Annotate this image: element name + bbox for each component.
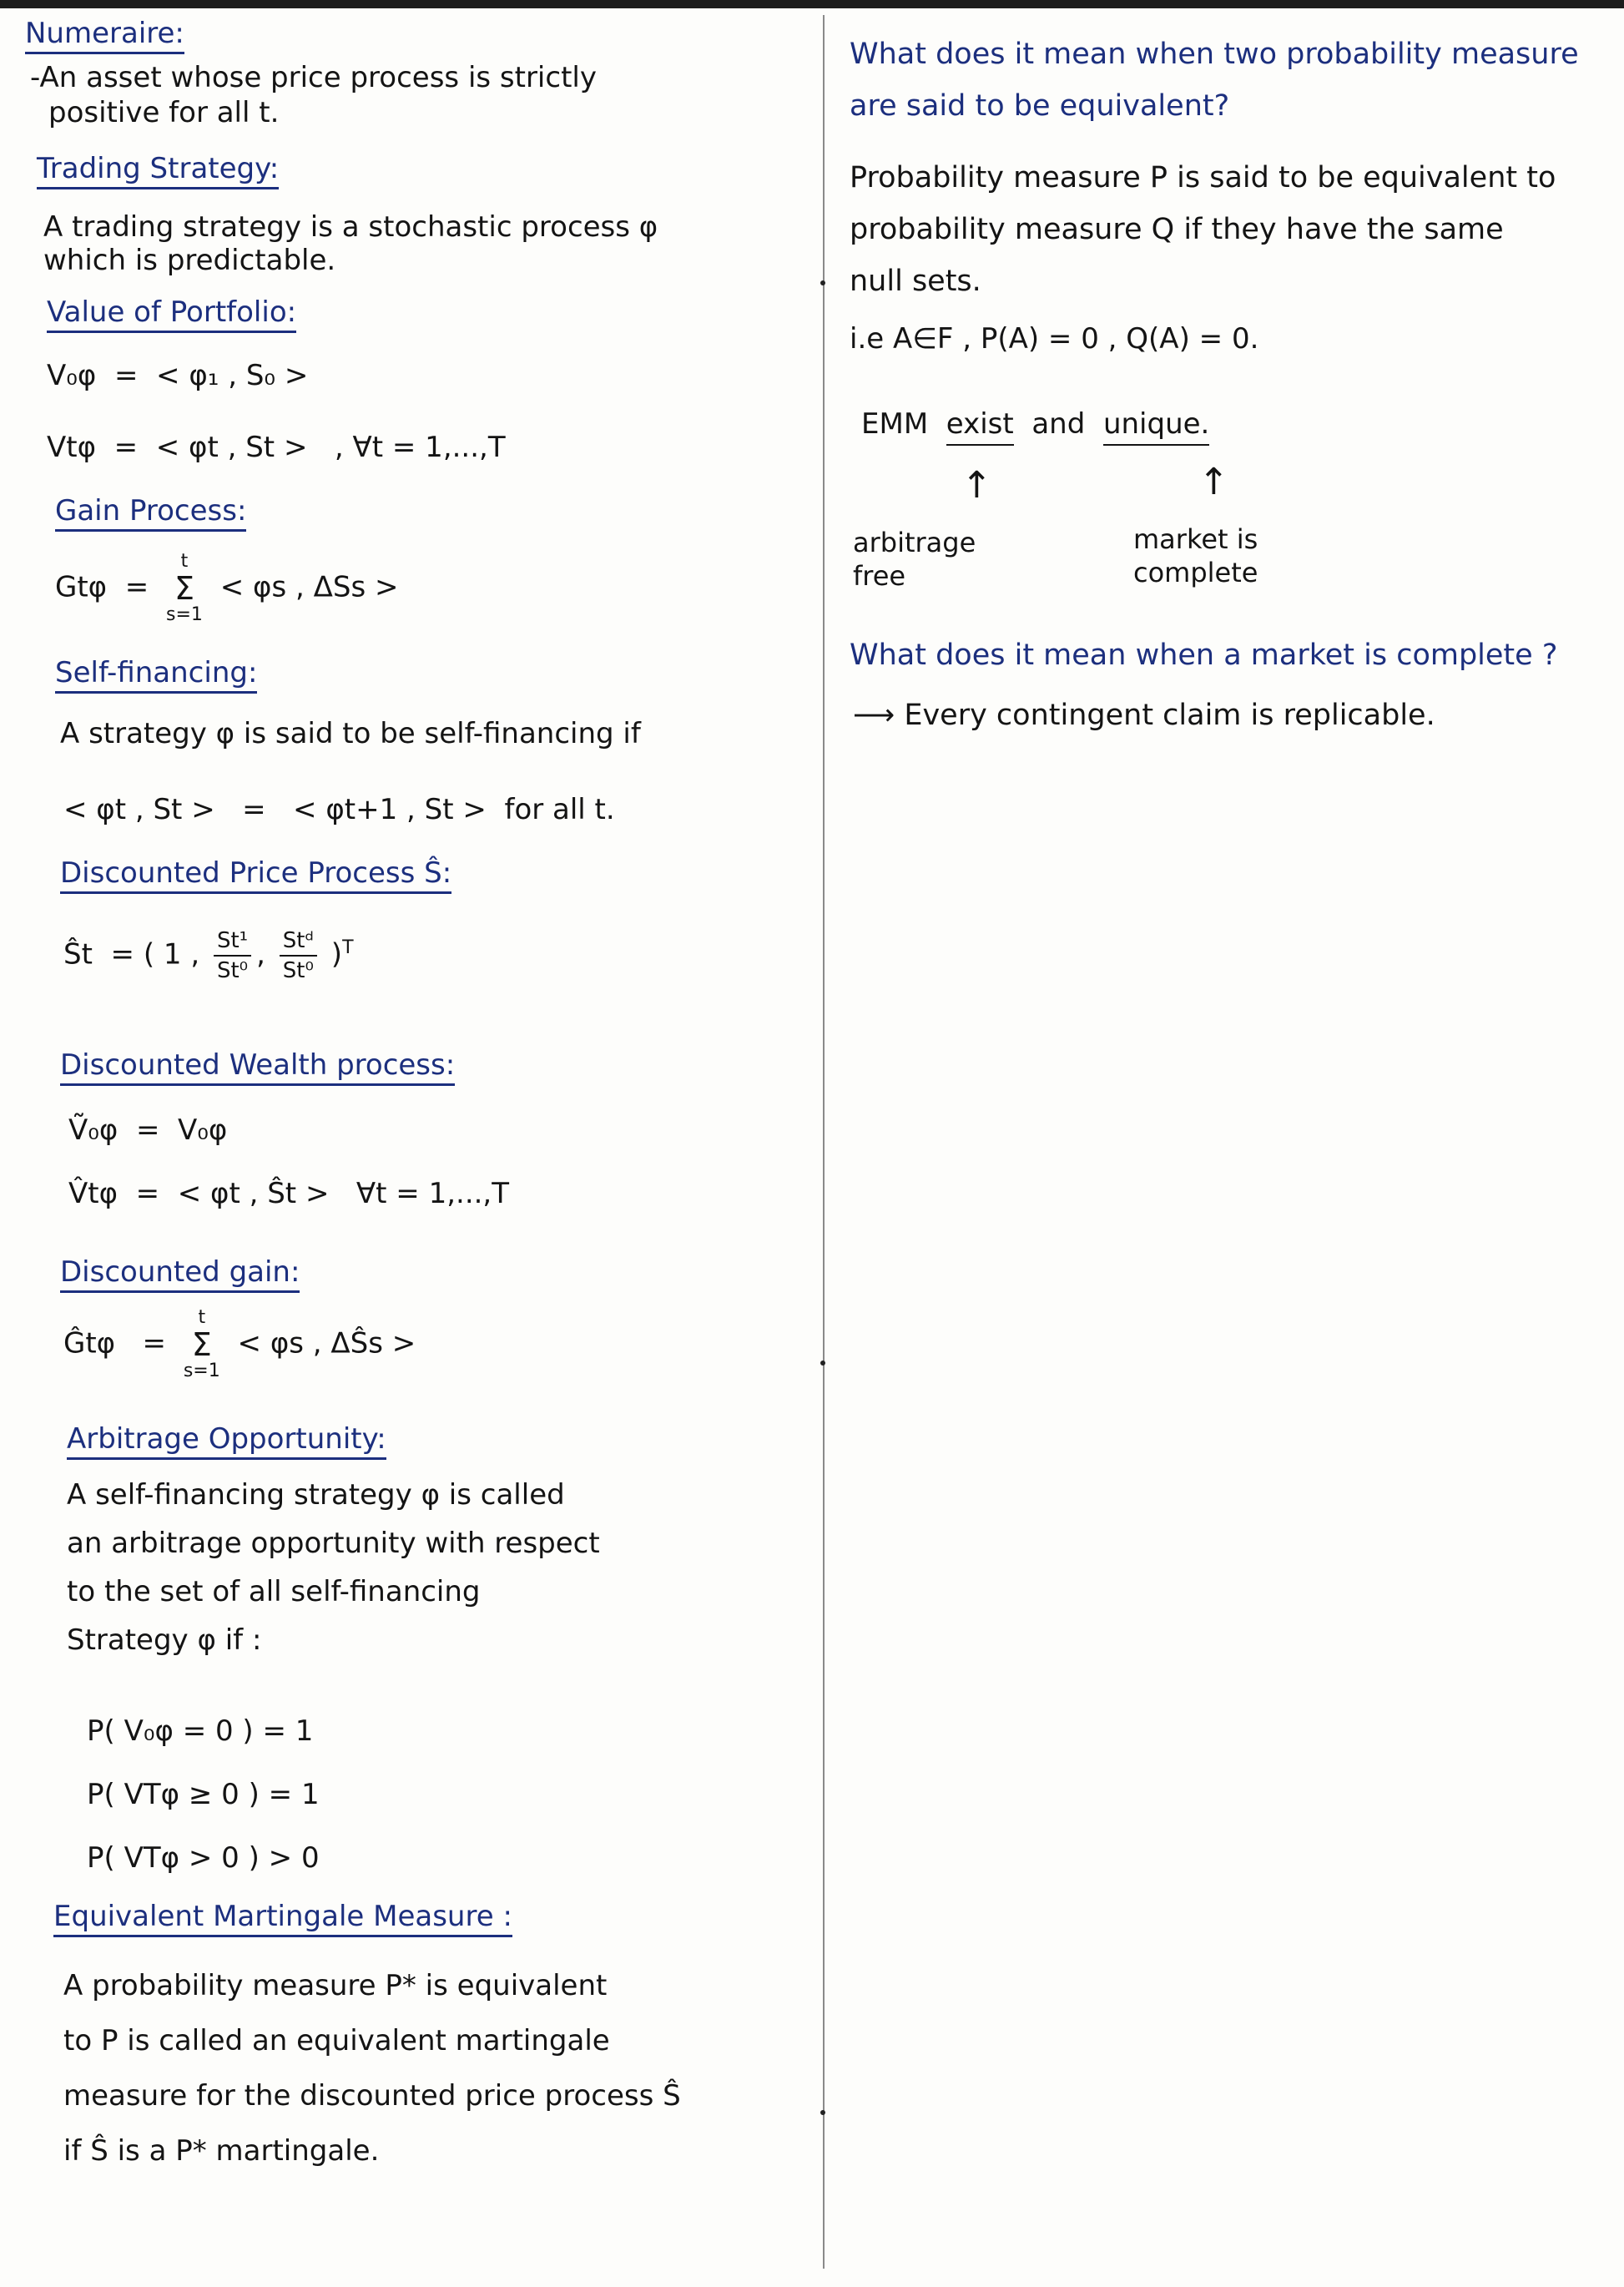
question-equivalent-measures: What does it mean when two probability measure are said to be equivalent?: [850, 38, 1579, 123]
annotation-arbitrage-free: arbitrage free: [853, 527, 976, 592]
discounted-wealth-eq-2: V̂tφ = < φt , Ŝt > ∀t = 1,...,T: [68, 1177, 510, 1210]
arbitrage-text: [67, 1471, 600, 1664]
margin-mark: [820, 2110, 825, 2115]
margin-mark: [820, 1361, 825, 1366]
self-financing-text: A strategy φ is said to be self-financing if: [60, 717, 641, 750]
heading-trading-strategy: Trading Strategy:: [37, 152, 279, 185]
discounted-wealth-eq-1: Ṽ₀φ = V₀φ: [68, 1113, 228, 1147]
arbitrage-line: A self-financing strategy φ is called: [67, 1478, 565, 1512]
discounted-gain-eq: Ĝtφ = t Σ s=1 < φs , ΔŜs >: [63, 1307, 416, 1381]
discounted-price-eq: Ŝt = ( 1 , $\frac{\text{St¹}}{\text{St⁰}}$ , $\frac{\text{Stᵈ}}{\text{St⁰}}$ )$^T$: [63, 928, 354, 983]
numeraire-text: -An asset whose price process is strictly positive for all t.: [30, 61, 597, 129]
heading-gain-process: Gain Process:: [55, 494, 246, 528]
arrow-up-exist: ↑: [961, 464, 992, 507]
emm-text: [63, 1958, 681, 2178]
arbitrage-conditions: [87, 1699, 320, 1890]
emm-line: measure for the discounted price process Ŝ: [63, 2079, 681, 2113]
trading-strategy-text: A trading strategy is a stochastic process φ which is predictable.: [43, 210, 658, 277]
emm-line: to P is called an equivalent martingale: [63, 2024, 610, 2057]
heading-self-financing: Self-financing:: [55, 656, 257, 689]
column-divider: [823, 15, 825, 2269]
question-market-complete: What does it mean when a market is complete ?: [850, 639, 1558, 672]
heading-discounted-wealth: Discounted Wealth process:: [60, 1048, 455, 1082]
ie-condition: i.e A∈F , P(A) = 0 , Q(A) = 0.: [850, 322, 1259, 356]
arbitrage-line: Strategy φ if :: [67, 1623, 262, 1657]
heading-numeraire: Numeraire:: [25, 17, 184, 50]
arbitrage-condition: P( V₀φ = 0 ) = 1: [87, 1714, 314, 1748]
heading-emm: Equivalent Martingale Measure :: [53, 1900, 512, 1933]
heading-arbitrage: Arbitrage Opportunity:: [67, 1422, 386, 1456]
answer-equivalent-measures: Probability measure P is said to be equivalent to probability measure Q if they have the same null sets.: [850, 161, 1556, 298]
answer-market-complete: ⟶ Every contingent claim is replicable.: [853, 699, 1435, 732]
heading-discounted-price: Discounted Price Process Ŝ:: [60, 856, 451, 890]
arbitrage-condition: P( VTφ ≥ 0 ) = 1: [87, 1778, 320, 1811]
page-top-edge: [0, 0, 1624, 8]
portfolio-eq-2: Vtφ = < φt , St > , ∀t = 1,...,T: [47, 431, 506, 464]
emm-line: if Ŝ is a P* martingale.: [63, 2134, 380, 2168]
arbitrage-line: an arbitrage opportunity with respect: [67, 1527, 600, 1560]
self-financing-eq: < φt , St > = < φt+1 , St > for all t.: [63, 793, 615, 826]
portfolio-eq-1: V₀φ = < φ₁ , S₀ >: [47, 359, 309, 392]
margin-mark: [820, 280, 825, 285]
annotation-market-complete: market is complete: [1133, 523, 1258, 588]
emm-line: A probability measure P* is equivalent: [63, 1969, 608, 2002]
emm-exist-unique-line: EMM exist and unique.: [861, 407, 1209, 441]
arrow-up-unique: ↑: [1198, 461, 1229, 503]
right-arrow-icon: ⟶: [853, 699, 895, 732]
arbitrage-line: to the set of all self-financing: [67, 1575, 481, 1608]
heading-value-portfolio: Value of Portfolio:: [47, 295, 296, 329]
gain-process-eq: Gtφ = t Σ s=1 < φs , ΔSs >: [55, 551, 399, 625]
arbitrage-condition: P( VTφ > 0 ) > 0: [87, 1841, 320, 1875]
heading-discounted-gain: Discounted gain:: [60, 1255, 300, 1289]
